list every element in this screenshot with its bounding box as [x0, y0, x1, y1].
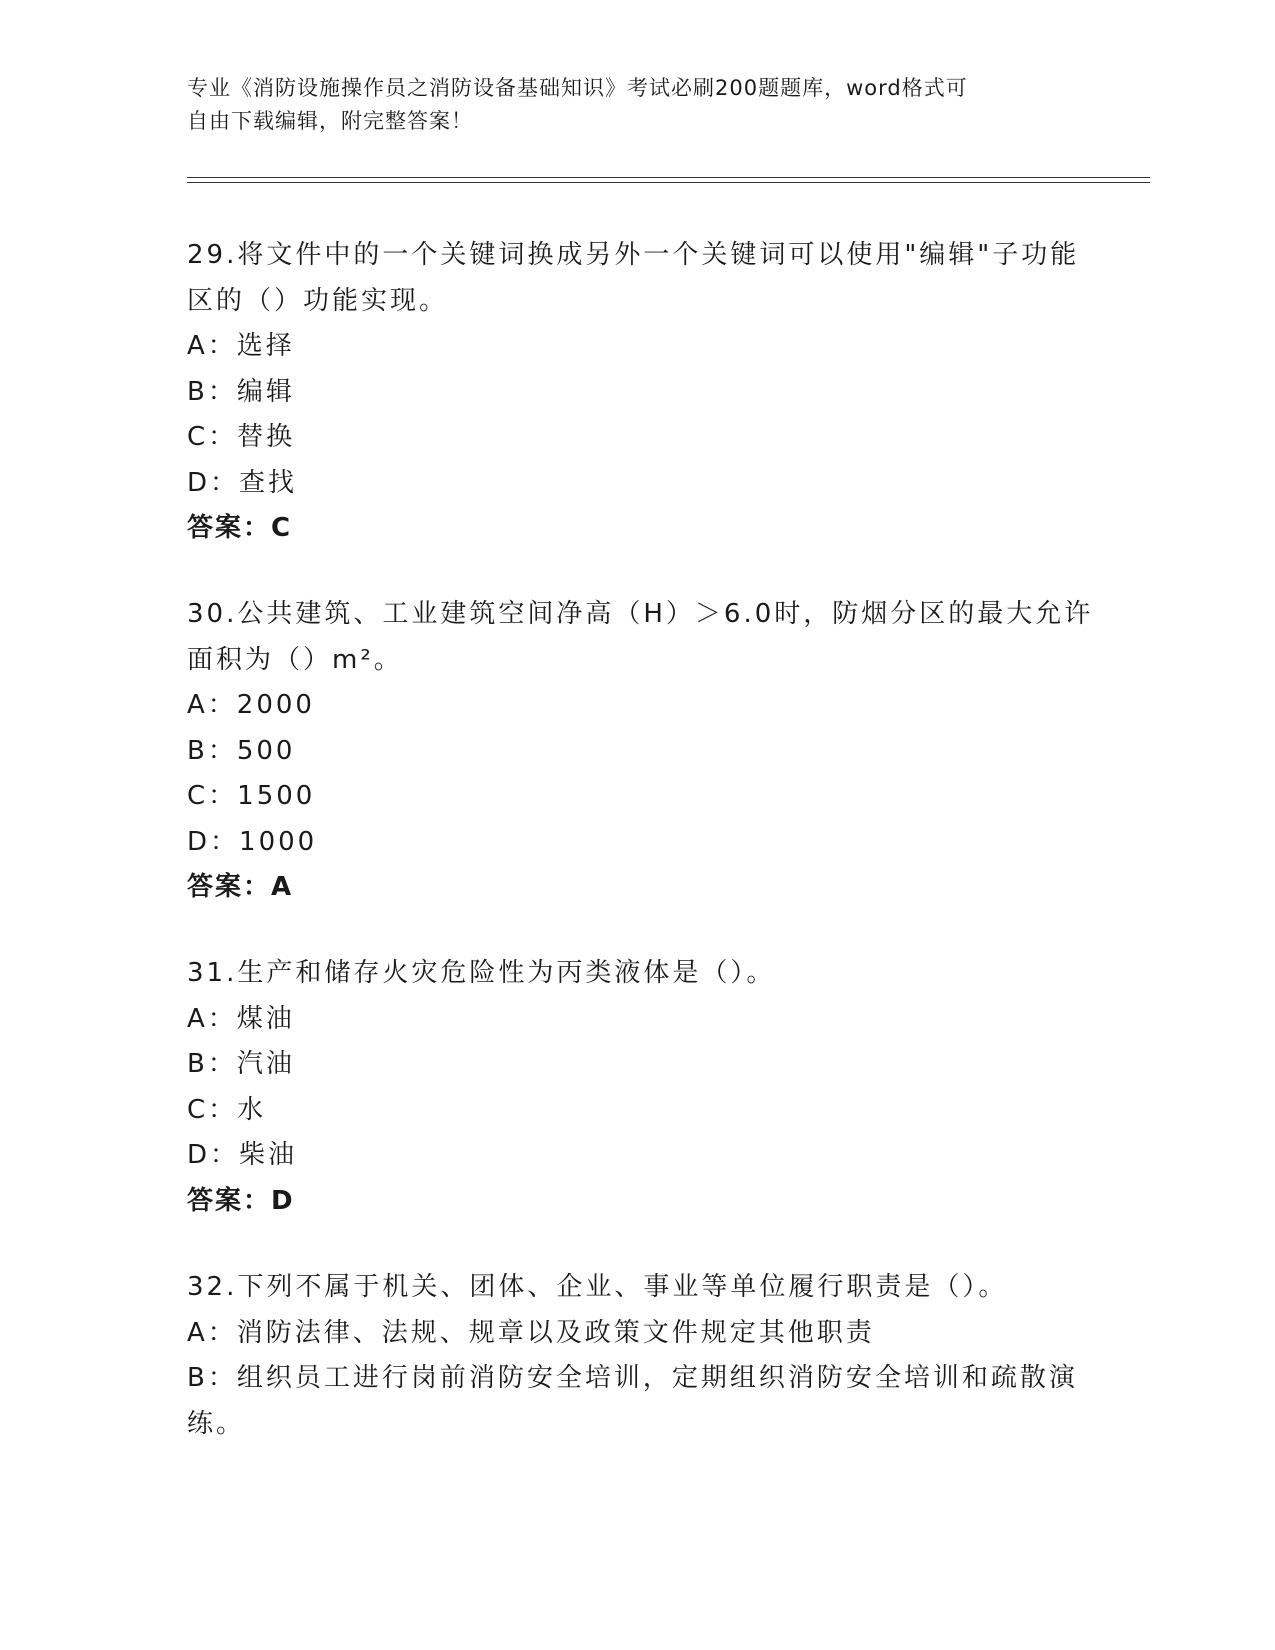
question-stem: 32.下列不属于机关、团体、企业、事业等单位履行职责是（）。	[187, 1272, 1008, 1302]
answer: 答案：A	[187, 872, 294, 902]
question-stem: 29.将文件中的一个关键词换成另外一个关键词可以使用"编辑"子功能	[187, 240, 1080, 270]
option-b: B：500	[187, 735, 296, 766]
question-32	[187, 1265, 1087, 1447]
option-d: D：柴油	[187, 1140, 298, 1170]
question-stem: 31.生产和储存火灾危险性为丙类液体是（）。	[187, 958, 776, 988]
option-a: A：消防法律、法规、规章以及政策文件规定其他职责	[187, 1317, 875, 1348]
question-stem: 面积为（）m²。	[187, 644, 403, 675]
header-line-2: 自由下载编辑，附完整答案！	[187, 109, 473, 133]
option-c: C：水	[187, 1094, 267, 1125]
option-b-continued: 练。	[187, 1408, 246, 1439]
question-stem: 30.公共建筑、工业建筑空间净高（H）＞6.0时，防烟分区的最大允许	[187, 599, 1094, 629]
option-d: D：查找	[187, 467, 298, 498]
option-b: B：编辑	[187, 376, 295, 407]
header-divider-bottom	[187, 182, 1150, 183]
option-a: A：选择	[187, 331, 295, 361]
document-header	[187, 72, 1067, 138]
option-a: A：2000	[187, 690, 315, 720]
option-b: B：组织员工进行岗前消防安全培训，定期组织消防安全培训和疏散演	[187, 1363, 1078, 1393]
question-31	[187, 951, 1087, 1224]
question-stem: 区的（）功能实现。	[187, 285, 449, 316]
answer: 答案：D	[187, 1185, 295, 1216]
question-30	[187, 592, 1094, 911]
answer: 答案：C	[187, 513, 293, 543]
header-divider-top	[187, 177, 1150, 178]
option-a: A：煤油	[187, 1003, 295, 1034]
option-d: D：1000	[187, 826, 318, 857]
question-29	[187, 233, 1087, 552]
option-c: C：1500	[187, 781, 316, 811]
option-b: B：汽油	[187, 1049, 295, 1079]
header-line-1: 专业《消防设施操作员之消防设备基础知识》考试必刷200题题库，word格式可	[187, 76, 968, 100]
option-c: C：替换	[187, 422, 296, 452]
